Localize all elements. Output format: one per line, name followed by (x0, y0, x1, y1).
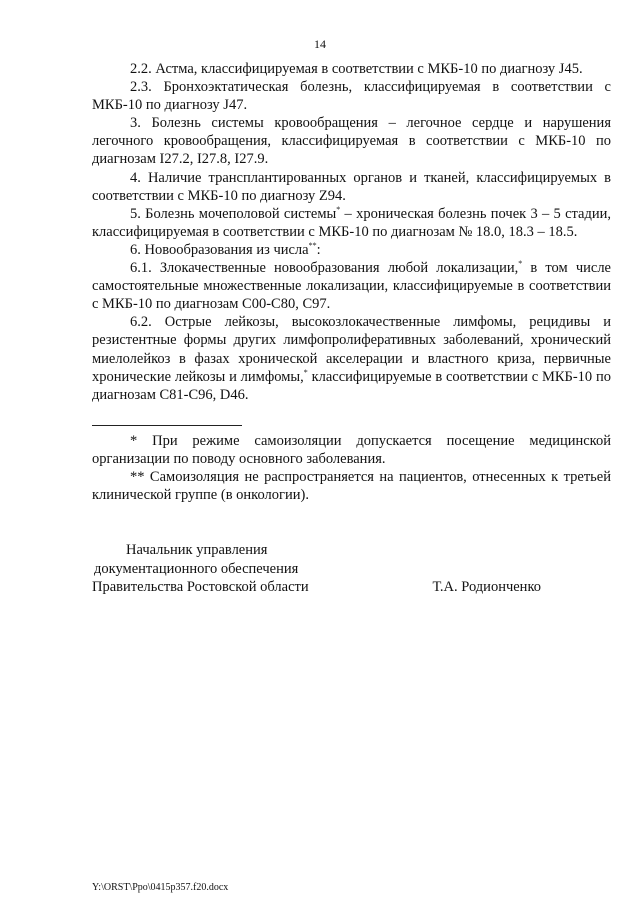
footnote-mark: * (518, 259, 523, 269)
file-path: Y:\ORST\Ppo\0415p357.f20.docx (92, 882, 229, 893)
footnote-mark: ** (308, 241, 317, 251)
paragraph-5-text-a: 5. Болезнь мочеполовой системы (130, 205, 337, 222)
paragraph-6-text-a: 6. Новообразования из числа (130, 241, 309, 258)
document-body (92, 60, 611, 504)
paragraph-4: 4. Наличие трансплантированных органов и тканей, классифицируемых в соответствии с МКБ-10 по диагнозу Z94. (92, 169, 611, 204)
paragraph-6-1-text-a: 6.1. Злокачественные новообразования любой локализации, (130, 260, 519, 277)
footnote-mark: * (303, 367, 308, 377)
signature-block (92, 541, 611, 597)
signatory-name: Т.А. Родионченко (432, 579, 541, 595)
footnote-1: * При режиме самоизоляции допускается посещение медицинской организации по поводу основного заболевания. (92, 432, 611, 467)
signature-title-line-3: Правительства Ростовской области (92, 579, 309, 596)
paragraph-2-2: 2.2. Астма, классифицируемая в соответствии с МКБ-10 по диагнозу J45. (130, 61, 583, 77)
paragraph-6-1-text-b: в том числе самостоятельные множественные локализации, классифицируемые в соответствии с МКБ-10 по диагнозам С00-С80, С97. (92, 260, 611, 313)
paragraph-6-2-text-a: 6.2. Острые лейкозы, высокозлокачественные лимфомы, рецидивы и резистентные формы других лимфопролиферативных заболеваний, хронический миелолейкоз в фазах хронической акселерации и властного криза, первичные хронические лейкозы и лимфомы, (92, 314, 611, 385)
paragraph-5-text-b: – хроническая болезнь почек 3 – 5 стадии, классифицируемая в соответствии с МКБ-10 по диагнозам № 18.0, 18.3 – 18.5. (92, 205, 611, 240)
signature-title-line-2: документационного обеспечения (94, 560, 299, 577)
footnote-divider (92, 425, 242, 426)
paragraph-6 (92, 241, 611, 259)
paragraph-6-2 (92, 313, 611, 403)
signature-title-line-1: Начальник управления (126, 542, 268, 558)
paragraph-6-text-b: : (316, 241, 321, 258)
paragraph-6-1 (92, 259, 611, 313)
paragraph-5 (92, 205, 611, 241)
paragraph-2-3: 2.3. Бронхоэктатическая болезнь, классифицируемая в соответствии с МКБ-10 по диагнозу J47. (92, 79, 611, 114)
footnote-mark: * (336, 204, 341, 214)
page-number: 14 (314, 37, 326, 51)
paragraph-3: 3. Болезнь системы кровообращения – легочное сердце и нарушения легочного кровообращения, классифицируемая в соответствии с МКБ-10 по диагнозам I27.2, I27.8, I27.9. (92, 115, 611, 168)
footnote-2: ** Самоизоляция не распространяется на пациентов, отнесенных к третьей клинической группе (в онкологии). (92, 468, 611, 504)
paragraph-6-2-text-b: классифицируемые в соответствии с МКБ-10 по диагнозам С81-С96, D46. (92, 368, 611, 403)
